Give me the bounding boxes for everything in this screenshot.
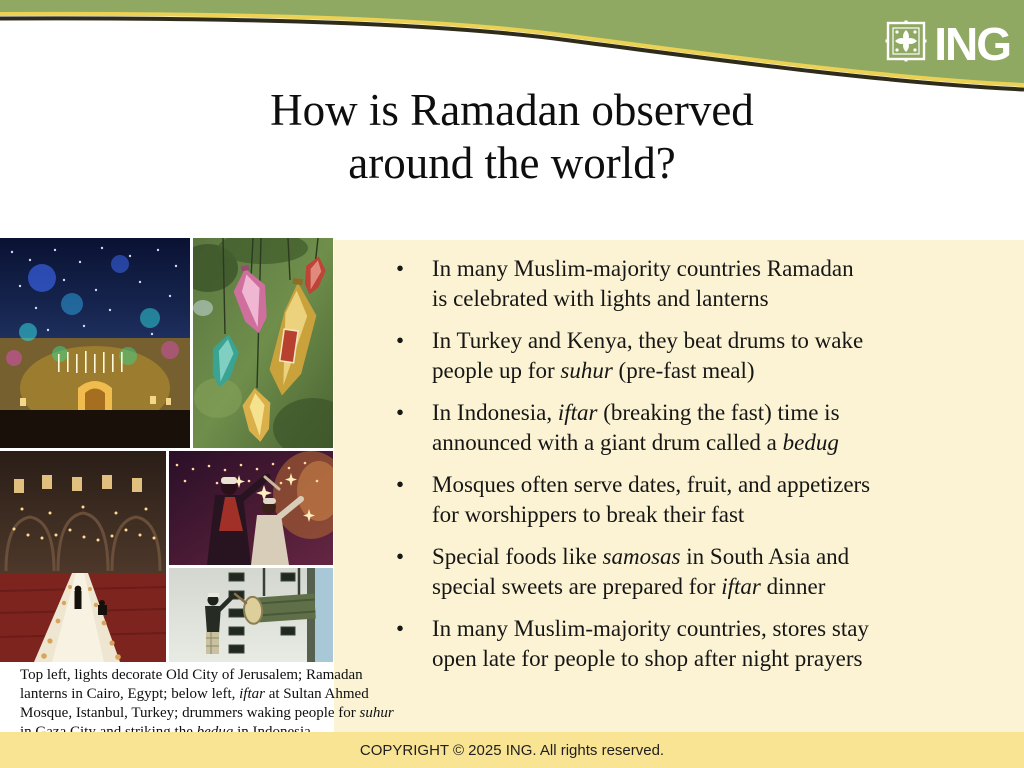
photo-indonesia-bedug <box>169 568 333 662</box>
text-line: • Mosques often serve dates, fruit, and appetizers <box>432 472 871 497</box>
photo-cairo-lanterns <box>193 238 333 448</box>
photo-istanbul-iftar <box>0 451 166 662</box>
text-line: for worshippers to break their fast <box>432 502 745 527</box>
bullet-item <box>396 254 1024 314</box>
title-line-1: How is Ramadan observed <box>270 85 754 135</box>
text-line: • Special foods like samosas in South Asia and <box>432 544 850 569</box>
text-line: lanterns in Cairo, Egypt; below left, iftar at Sultan Ahmed <box>20 686 369 702</box>
photo-collage <box>0 238 333 662</box>
islamic-rosette-icon <box>885 20 927 67</box>
text-line: Mosque, Istanbul, Turkey; drummers waking people for suhur <box>20 705 394 721</box>
title-line-2: around the world? <box>348 138 676 188</box>
slide-title <box>0 84 1024 190</box>
photo-jerusalem-lights <box>0 238 190 448</box>
text-line: is celebrated with lights and lanterns <box>432 286 769 311</box>
footer-bar <box>0 732 1024 768</box>
text-line: open late for people to shop after night prayers <box>432 646 863 671</box>
logo-wordmark: ING <box>934 17 1010 70</box>
ing-logo <box>885 17 1010 70</box>
text-line: • In Indonesia, iftar (breaking the fast) time is <box>432 400 840 425</box>
text-line: • In Turkey and Kenya, they beat drums to wake <box>432 328 864 353</box>
text-line: special sweets are prepared for iftar dinner <box>432 574 826 599</box>
copyright-text: COPYRIGHT © 2025 ING. All rights reserved. <box>359 741 665 759</box>
photo-caption <box>20 666 394 742</box>
text-line: people up for suhur (pre-fast meal) <box>432 358 755 383</box>
text-line: • In many Muslim-majority countries, stores stay <box>432 616 869 641</box>
text-line: announced with a giant drum called a bedug <box>432 430 839 455</box>
bullet-item <box>396 542 1024 602</box>
bullet-list <box>396 254 1024 674</box>
text-line: Top left, lights decorate Old City of Jerusalem; Ramadan <box>20 667 363 683</box>
bullet-item <box>396 398 1024 458</box>
bullet-panel <box>334 240 1024 732</box>
photo-gaza-drummers <box>169 451 333 565</box>
text-line: • In many Muslim-majority countries Ramadan <box>432 256 854 281</box>
bullet-item <box>396 614 1024 674</box>
bullet-item <box>396 326 1024 386</box>
bullet-item <box>396 470 1024 530</box>
